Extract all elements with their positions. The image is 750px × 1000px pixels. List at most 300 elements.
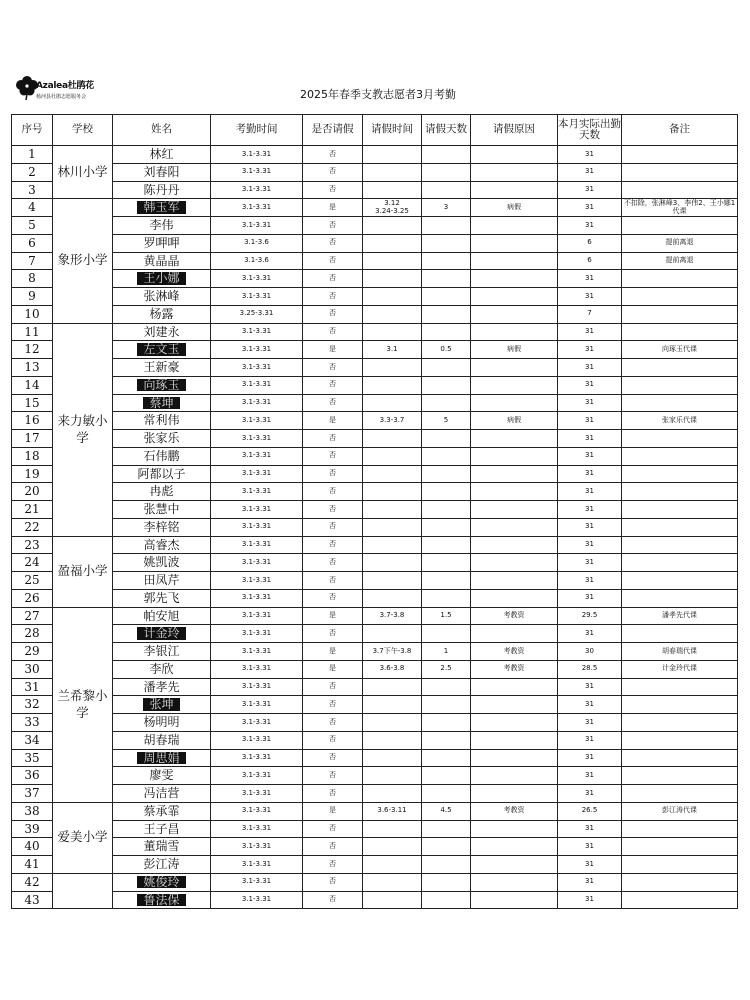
- on-leave-cell: 否: [303, 376, 363, 394]
- name-cell: [113, 820, 211, 838]
- actual-days-cell: 31: [558, 359, 622, 377]
- name-text: 左文玉: [137, 343, 185, 356]
- seq-cell: 12: [12, 341, 53, 359]
- seq-cell: 26: [12, 589, 53, 607]
- header-actual-days: 本月实际出勤天数: [558, 115, 622, 146]
- leave-days-cell: [422, 767, 471, 785]
- on-leave-cell: 否: [303, 696, 363, 714]
- leave-time-cell: [363, 891, 422, 909]
- attendance-time-cell: 3.1-3.31: [211, 199, 303, 217]
- seq-cell: 35: [12, 749, 53, 767]
- on-leave-cell: 否: [303, 785, 363, 803]
- on-leave-cell: 否: [303, 163, 363, 181]
- name-text: 张坤: [143, 698, 179, 711]
- actual-days-cell: 31: [558, 430, 622, 448]
- name-cell: [113, 181, 211, 199]
- on-leave-cell: 否: [303, 181, 363, 199]
- remarks-cell: [622, 536, 738, 554]
- leave-days-cell: 4.5: [422, 802, 471, 820]
- name-cell: [113, 873, 211, 891]
- page-title: 2025年春季支教志愿者3月考勤: [300, 88, 456, 101]
- attendance-table: [11, 114, 738, 909]
- name-text: 计金玲: [137, 627, 185, 640]
- table-row: [12, 785, 738, 803]
- seq-cell: 33: [12, 714, 53, 732]
- remarks-cell: [622, 430, 738, 448]
- leave-time-cell: [363, 288, 422, 306]
- table-row: [12, 359, 738, 377]
- name-text: 冯洁营: [143, 786, 180, 801]
- name-cell: [113, 554, 211, 572]
- attendance-time-cell: 3.1-3.31: [211, 785, 303, 803]
- name-text: 鲁法保: [137, 894, 185, 907]
- leave-reason-cell: [471, 678, 558, 696]
- leave-reason-cell: 考教资: [471, 607, 558, 625]
- leave-time-cell: [363, 376, 422, 394]
- leave-time-cell: 3.1: [363, 341, 422, 359]
- remarks-cell: [622, 305, 738, 323]
- name-cell: [113, 359, 211, 377]
- remarks-cell: [622, 891, 738, 909]
- attendance-time-cell: 3.1-3.31: [211, 749, 303, 767]
- remarks-cell: [622, 838, 738, 856]
- table-row: [12, 146, 738, 164]
- on-leave-cell: 是: [303, 199, 363, 217]
- leave-days-cell: [422, 572, 471, 590]
- name-text: 韩玉军: [137, 201, 185, 214]
- header-seq: 序号: [12, 115, 53, 146]
- name-text: 李梓铭: [143, 519, 180, 534]
- name-text: 郭先飞: [143, 590, 180, 605]
- name-text: 姚凯波: [143, 555, 180, 570]
- attendance-time-cell: 3.1-3.31: [211, 572, 303, 590]
- seq-cell: 21: [12, 501, 53, 519]
- attendance-time-cell: 3.1-3.31: [211, 696, 303, 714]
- leave-days-cell: [422, 678, 471, 696]
- on-leave-cell: 是: [303, 607, 363, 625]
- header-row: [12, 115, 738, 146]
- attendance-time-cell: 3.1-3.31: [211, 181, 303, 199]
- table-row: [12, 731, 738, 749]
- logo-text: Azalea杜鹃花: [36, 81, 94, 91]
- seq-cell: 9: [12, 288, 53, 306]
- name-text: 张家乐: [143, 431, 180, 446]
- name-cell: [113, 625, 211, 643]
- leave-reason-cell: [471, 554, 558, 572]
- actual-days-cell: 28.5: [558, 660, 622, 678]
- table-body: [12, 146, 738, 909]
- actual-days-cell: 31: [558, 376, 622, 394]
- name-cell: [113, 607, 211, 625]
- leave-time-cell: [363, 589, 422, 607]
- remarks-cell: [622, 465, 738, 483]
- name-cell: [113, 305, 211, 323]
- on-leave-cell: 否: [303, 714, 363, 732]
- remarks-cell: [622, 270, 738, 288]
- leave-days-cell: [422, 785, 471, 803]
- name-text: 向琢玉: [137, 379, 185, 392]
- table-row: [12, 217, 738, 235]
- remarks-cell: [622, 181, 738, 199]
- table-row: [12, 465, 738, 483]
- actual-days-cell: 31: [558, 785, 622, 803]
- attendance-time-cell: 3.1-3.31: [211, 660, 303, 678]
- seq-cell: 27: [12, 607, 53, 625]
- name-cell: [113, 785, 211, 803]
- actual-days-cell: 31: [558, 873, 622, 891]
- header-remarks: 备注: [622, 115, 738, 146]
- remarks-cell: [622, 749, 738, 767]
- leave-reason-cell: [471, 394, 558, 412]
- name-text: 李伟: [149, 218, 174, 233]
- leave-time-cell: 3.7下午-3.8: [363, 643, 422, 661]
- actual-days-cell: 31: [558, 625, 622, 643]
- on-leave-cell: 是: [303, 643, 363, 661]
- actual-days-cell: 31: [558, 163, 622, 181]
- leave-reason-cell: [471, 785, 558, 803]
- remarks-cell: [622, 785, 738, 803]
- name-cell: [113, 891, 211, 909]
- leave-reason-cell: [471, 625, 558, 643]
- leave-time-cell: [363, 785, 422, 803]
- actual-days-cell: 31: [558, 820, 622, 838]
- school-cell: 林川小学: [53, 146, 113, 199]
- school-cell: [53, 873, 113, 909]
- seq-cell: 8: [12, 270, 53, 288]
- attendance-time-cell: 3.1-3.31: [211, 483, 303, 501]
- leave-days-cell: 5: [422, 412, 471, 430]
- attendance-time-cell: 3.1-3.31: [211, 820, 303, 838]
- attendance-time-cell: 3.1-3.31: [211, 767, 303, 785]
- attendance-time-cell: 3.1-3.31: [211, 412, 303, 430]
- on-leave-cell: 否: [303, 873, 363, 891]
- remarks-cell: [622, 731, 738, 749]
- leave-reason-cell: [471, 714, 558, 732]
- attendance-time-cell: 3.1-3.31: [211, 607, 303, 625]
- actual-days-cell: 31: [558, 323, 622, 341]
- leave-time-cell: [363, 625, 422, 643]
- name-text: 冉彪: [149, 484, 174, 499]
- name-cell: [113, 838, 211, 856]
- table-row: [12, 270, 738, 288]
- school-cell: 来力敏小学: [53, 323, 113, 536]
- name-cell: [113, 163, 211, 181]
- remarks-cell: [622, 873, 738, 891]
- leave-time-cell: [363, 163, 422, 181]
- name-cell: [113, 731, 211, 749]
- actual-days-cell: 31: [558, 891, 622, 909]
- seq-cell: 42: [12, 873, 53, 891]
- leave-days-cell: [422, 873, 471, 891]
- leave-days-cell: [422, 696, 471, 714]
- leave-days-cell: [422, 554, 471, 572]
- name-text: 张慧中: [143, 502, 180, 517]
- leave-reason-cell: [471, 376, 558, 394]
- leave-reason-cell: [471, 305, 558, 323]
- table-row: [12, 891, 738, 909]
- actual-days-cell: 31: [558, 217, 622, 235]
- leave-days-cell: [422, 323, 471, 341]
- seq-cell: 24: [12, 554, 53, 572]
- remarks-cell: 提前离退: [622, 234, 738, 252]
- remarks-cell: [622, 146, 738, 164]
- seq-cell: 10: [12, 305, 53, 323]
- remarks-cell: [622, 589, 738, 607]
- name-cell: [113, 270, 211, 288]
- leave-days-cell: [422, 731, 471, 749]
- table-row: [12, 873, 738, 891]
- name-text: 蔡承霏: [143, 803, 180, 818]
- name-text: 王子昌: [143, 821, 180, 836]
- attendance-time-cell: 3.1-3.31: [211, 217, 303, 235]
- attendance-time-cell: 3.1-3.31: [211, 802, 303, 820]
- remarks-cell: [622, 572, 738, 590]
- header-attendance-time: 考勤时间: [211, 115, 303, 146]
- leave-reason-cell: [471, 518, 558, 536]
- on-leave-cell: 否: [303, 359, 363, 377]
- on-leave-cell: 是: [303, 341, 363, 359]
- table-row: [12, 554, 738, 572]
- leave-reason-cell: [471, 163, 558, 181]
- leave-reason-cell: 考教资: [471, 802, 558, 820]
- name-text: 董瑞雪: [143, 839, 180, 854]
- leave-days-cell: [422, 714, 471, 732]
- leave-reason-cell: [471, 447, 558, 465]
- actual-days-cell: 31: [558, 856, 622, 874]
- name-text: 刘春阳: [143, 164, 180, 179]
- attendance-time-cell: 3.1-3.6: [211, 234, 303, 252]
- school-cell: 爱美小学: [53, 802, 113, 873]
- leave-time-cell: [363, 181, 422, 199]
- actual-days-cell: 31: [558, 838, 622, 856]
- remarks-cell: [622, 518, 738, 536]
- leave-time-cell: [363, 146, 422, 164]
- table-row: [12, 820, 738, 838]
- leave-reason-cell: [471, 288, 558, 306]
- leave-time-cell: [363, 838, 422, 856]
- actual-days-cell: 31: [558, 536, 622, 554]
- leave-days-cell: [422, 518, 471, 536]
- leave-days-cell: [422, 146, 471, 164]
- remarks-cell: [622, 163, 738, 181]
- actual-days-cell: 7: [558, 305, 622, 323]
- name-cell: [113, 714, 211, 732]
- seq-cell: 31: [12, 678, 53, 696]
- name-cell: [113, 447, 211, 465]
- actual-days-cell: 31: [558, 731, 622, 749]
- seq-cell: 34: [12, 731, 53, 749]
- seq-cell: 18: [12, 447, 53, 465]
- name-text: 李银江: [143, 644, 180, 659]
- name-cell: [113, 518, 211, 536]
- name-cell: [113, 678, 211, 696]
- attendance-time-cell: 3.1-3.31: [211, 891, 303, 909]
- leave-reason-cell: [471, 731, 558, 749]
- name-text: 胡春瑞: [143, 732, 180, 747]
- on-leave-cell: 否: [303, 731, 363, 749]
- header-on-leave: 是否请假: [303, 115, 363, 146]
- name-cell: [113, 767, 211, 785]
- actual-days-cell: 31: [558, 394, 622, 412]
- name-cell: [113, 643, 211, 661]
- leave-reason-cell: [471, 217, 558, 235]
- leave-time-cell: [363, 820, 422, 838]
- leave-reason-cell: [471, 181, 558, 199]
- table-row: [12, 288, 738, 306]
- table-row: [12, 394, 738, 412]
- actual-days-cell: 31: [558, 749, 622, 767]
- on-leave-cell: 否: [303, 465, 363, 483]
- leave-days-cell: 1.5: [422, 607, 471, 625]
- leave-reason-cell: [471, 572, 558, 590]
- school-cell: 盈福小学: [53, 536, 113, 607]
- name-text: 杨露: [149, 306, 174, 321]
- leave-days-cell: [422, 891, 471, 909]
- seq-cell: 22: [12, 518, 53, 536]
- name-text: 刘建永: [143, 324, 180, 339]
- leave-reason-cell: [471, 820, 558, 838]
- attendance-time-cell: 3.25-3.31: [211, 305, 303, 323]
- table-row: [12, 518, 738, 536]
- remarks-cell: 提前离退: [622, 252, 738, 270]
- remarks-cell: [622, 696, 738, 714]
- name-cell: [113, 696, 211, 714]
- leave-reason-cell: [471, 891, 558, 909]
- leave-reason-cell: [471, 536, 558, 554]
- leave-days-cell: [422, 376, 471, 394]
- table-row: [12, 412, 738, 430]
- on-leave-cell: 否: [303, 820, 363, 838]
- on-leave-cell: 否: [303, 501, 363, 519]
- header-school: 学校: [53, 115, 113, 146]
- leave-days-cell: [422, 625, 471, 643]
- remarks-cell: 不扣除，张淋峰3、李伟2、王小娜1代课: [622, 199, 738, 217]
- leave-days-cell: [422, 589, 471, 607]
- header-leave-time: 请假时间: [363, 115, 422, 146]
- table-row: [12, 536, 738, 554]
- seq-cell: 5: [12, 217, 53, 235]
- on-leave-cell: 否: [303, 767, 363, 785]
- name-text: 李欣: [149, 661, 174, 676]
- actual-days-cell: 31: [558, 447, 622, 465]
- table-row: [12, 483, 738, 501]
- actual-days-cell: 31: [558, 483, 622, 501]
- logo: [14, 72, 124, 106]
- actual-days-cell: 26.5: [558, 802, 622, 820]
- leave-time-cell: 3.12 3.24-3.25: [363, 199, 422, 217]
- name-cell: [113, 234, 211, 252]
- actual-days-cell: 31: [558, 678, 622, 696]
- leave-time-cell: 3.6-3.8: [363, 660, 422, 678]
- seq-cell: 4: [12, 199, 53, 217]
- remarks-cell: [622, 376, 738, 394]
- table-row: [12, 501, 738, 519]
- attendance-time-cell: 3.1-3.31: [211, 589, 303, 607]
- table-row: [12, 749, 738, 767]
- leave-time-cell: [363, 483, 422, 501]
- actual-days-cell: 31: [558, 767, 622, 785]
- actual-days-cell: 31: [558, 412, 622, 430]
- leave-reason-cell: [471, 589, 558, 607]
- seq-cell: 40: [12, 838, 53, 856]
- leave-time-cell: 3.6-3.11: [363, 802, 422, 820]
- leave-time-cell: [363, 270, 422, 288]
- table-row: [12, 323, 738, 341]
- name-text: 石伟鹏: [143, 448, 180, 463]
- remarks-cell: 胡春瑞代课: [622, 643, 738, 661]
- name-text: 杨明明: [143, 715, 180, 730]
- attendance-time-cell: 3.1-3.31: [211, 447, 303, 465]
- on-leave-cell: 否: [303, 589, 363, 607]
- leave-time-cell: [363, 252, 422, 270]
- on-leave-cell: 否: [303, 430, 363, 448]
- leave-time-cell: 3.7-3.8: [363, 607, 422, 625]
- leave-time-cell: [363, 394, 422, 412]
- attendance-time-cell: 3.1-3.31: [211, 643, 303, 661]
- attendance-time-cell: 3.1-3.31: [211, 341, 303, 359]
- remarks-cell: [622, 678, 738, 696]
- leave-days-cell: [422, 749, 471, 767]
- remarks-cell: [622, 767, 738, 785]
- leave-reason-cell: 病假: [471, 412, 558, 430]
- table-row: [12, 181, 738, 199]
- name-text: 黄晶晶: [143, 253, 180, 268]
- seq-cell: 19: [12, 465, 53, 483]
- name-text: 田凤芹: [143, 573, 180, 588]
- leave-time-cell: [363, 714, 422, 732]
- actual-days-cell: 6: [558, 234, 622, 252]
- actual-days-cell: 31: [558, 341, 622, 359]
- actual-days-cell: 30: [558, 643, 622, 661]
- name-text: 罗呷呷: [143, 235, 180, 250]
- leave-time-cell: [363, 856, 422, 874]
- leave-reason-cell: [471, 465, 558, 483]
- remarks-cell: 彭江涛代课: [622, 802, 738, 820]
- seq-cell: 43: [12, 891, 53, 909]
- attendance-time-cell: 3.1-3.31: [211, 714, 303, 732]
- leave-days-cell: [422, 305, 471, 323]
- leave-time-cell: [363, 678, 422, 696]
- name-cell: [113, 465, 211, 483]
- table-row: [12, 447, 738, 465]
- leave-days-cell: [422, 252, 471, 270]
- leave-time-cell: [363, 731, 422, 749]
- leave-reason-cell: [471, 483, 558, 501]
- name-cell: [113, 288, 211, 306]
- remarks-cell: [622, 394, 738, 412]
- table-row: [12, 643, 738, 661]
- leave-days-cell: [422, 288, 471, 306]
- table-row: [12, 802, 738, 820]
- actual-days-cell: 31: [558, 270, 622, 288]
- on-leave-cell: 否: [303, 483, 363, 501]
- leave-time-cell: [363, 430, 422, 448]
- leave-time-cell: [363, 696, 422, 714]
- name-cell: [113, 589, 211, 607]
- remarks-cell: [622, 447, 738, 465]
- name-cell: [113, 483, 211, 501]
- on-leave-cell: 否: [303, 447, 363, 465]
- remarks-cell: [622, 856, 738, 874]
- seq-cell: 11: [12, 323, 53, 341]
- attendance-time-cell: 3.1-3.31: [211, 678, 303, 696]
- seq-cell: 7: [12, 252, 53, 270]
- remarks-cell: 潘孝先代课: [622, 607, 738, 625]
- leave-time-cell: [363, 359, 422, 377]
- name-text: 廖雯: [149, 768, 174, 783]
- table-row: [12, 696, 738, 714]
- leave-reason-cell: [471, 767, 558, 785]
